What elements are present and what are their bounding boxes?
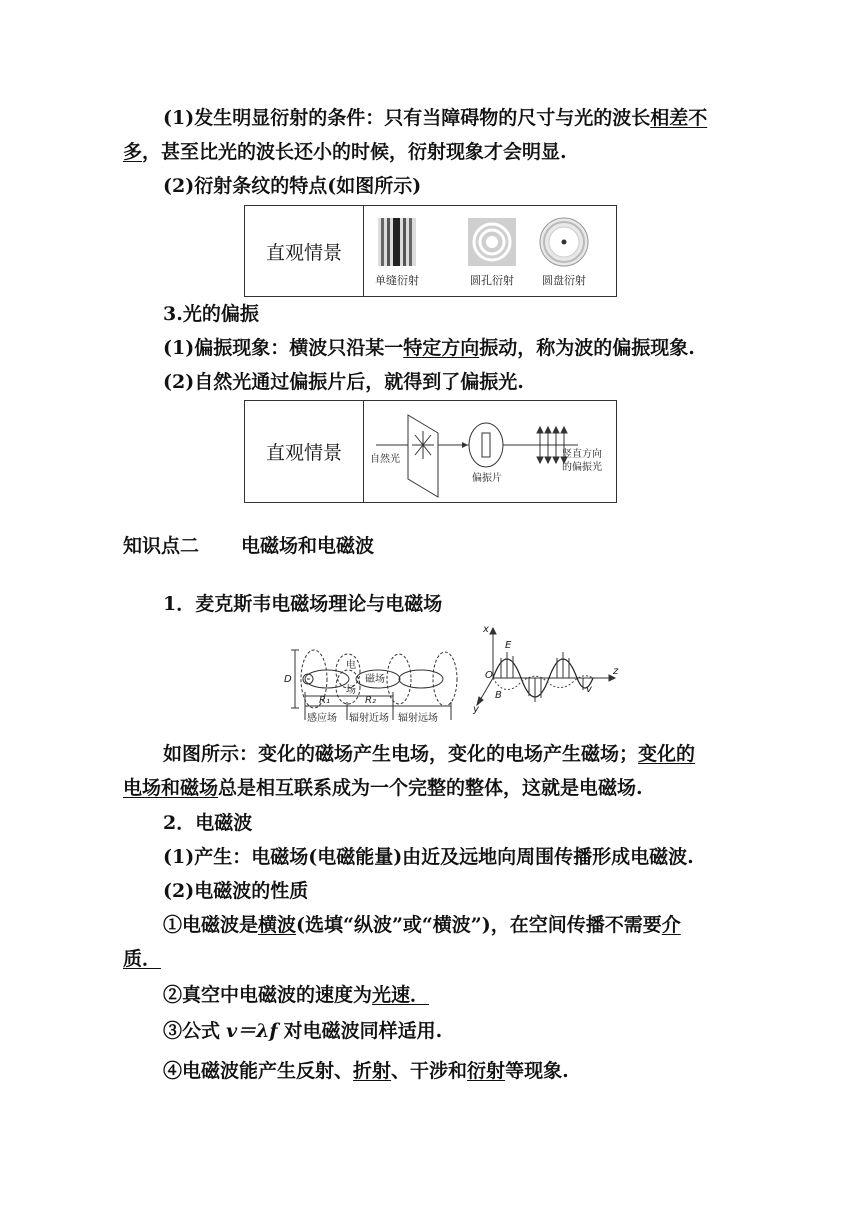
axis-y-label: y <box>473 704 479 715</box>
label-magnetic: 磁场 <box>365 674 385 685</box>
property-3 <box>163 1019 442 1043</box>
label-natural-light: 自然光 <box>370 454 400 465</box>
property-1 <box>163 913 681 937</box>
diffraction-figure-box <box>244 205 617 297</box>
subsection-em-wave: 2．电磁波 <box>163 812 253 834</box>
text: (选填“纵波”或“横波”)，在空间传播不需要 <box>296 914 662 936</box>
kp-name: 电磁场和电磁波 <box>241 535 375 557</box>
answer-underlined: 相差不 <box>650 107 708 129</box>
text: (1)偏振现象：横波只沿某一 <box>163 337 404 359</box>
answer-underlined: 特定方向 <box>403 337 480 359</box>
text: (1)发生明显衍射的条件：只有当障碍物的尺寸与光的波长 <box>163 107 651 129</box>
box-label: 直观情景 <box>245 206 364 296</box>
circular-hole-pattern <box>468 218 516 266</box>
answer-underlined: 质． <box>123 948 162 970</box>
answer-underlined: 变化的 <box>638 743 696 765</box>
answer-underlined: 横波 <box>258 914 297 936</box>
label-B: B <box>495 690 502 701</box>
knowledge-point-title <box>123 534 374 558</box>
label-D: D <box>284 674 292 685</box>
label-induction-field: 感应场 <box>307 713 337 724</box>
single-slit-pattern <box>378 218 416 266</box>
label-electric-1: 电 <box>346 660 356 671</box>
label-polarized-light: 的偏振光 <box>562 462 602 473</box>
text: 等现象. <box>505 1060 569 1082</box>
label-polarizer: 偏振片 <box>472 473 502 484</box>
property-1-cont <box>123 947 161 971</box>
paragraph-em-field-cont <box>123 776 643 800</box>
text: ②真空中电磁波的速度为 <box>163 984 373 1006</box>
answer-underlined: 电场和磁场 <box>123 777 219 799</box>
label-E: E <box>505 640 512 651</box>
answer-underlined: 介 <box>661 914 681 936</box>
paragraph-properties: (2)电磁波的性质 <box>163 880 309 902</box>
text: ③公式 <box>163 1020 221 1042</box>
text: 对电磁波同样适用. <box>283 1020 443 1042</box>
label-near-field: 辐射近场 <box>349 713 389 724</box>
property-2 <box>163 983 429 1007</box>
text: 、干涉和 <box>391 1060 468 1082</box>
text: ①电磁波是 <box>163 914 259 936</box>
answer-underlined: 光速． <box>372 984 430 1006</box>
formula: v＝λf <box>226 1020 278 1042</box>
caption-single-slit: 单缝衍射 <box>375 274 419 287</box>
caption-disc: 圆盘衍射 <box>542 274 586 287</box>
paragraph-diffraction-condition <box>163 106 707 130</box>
paragraph-em-field <box>163 742 695 766</box>
polarization-figure-box <box>244 400 617 503</box>
subsection-maxwell: 1．麦克斯韦电磁场理论与电磁场 <box>163 593 443 615</box>
label-electric-2: 场 <box>346 685 356 696</box>
text: 如图所示：变化的磁场产生电场，变化的电场产生磁场； <box>163 743 639 765</box>
label-far-field: 辐射远场 <box>398 713 438 724</box>
answer-underlined: 多 <box>123 141 143 163</box>
field-regions-diagram <box>291 650 457 720</box>
answer-underlined: 衍射 <box>467 1060 506 1082</box>
text: 振动，称为波的偏振现象. <box>479 337 695 359</box>
section-title-polarization: 3.光的偏振 <box>163 303 259 325</box>
polarization-diagram <box>364 401 616 502</box>
paragraph-fringe-features: (2)衍射条纹的特点(如图所示) <box>163 175 422 197</box>
text: 总是相互联系成为一个完整的整体，这就是电磁场. <box>218 777 643 799</box>
label-vertical-direction: 竖直方向 <box>562 449 602 460</box>
paragraph-generation: (1)产生：电磁场(电磁能量)由近及远地向周围传播形成电磁波. <box>163 846 694 868</box>
answer-underlined: 折射 <box>353 1060 392 1082</box>
label-R2: R₂ <box>365 695 376 706</box>
text: ，甚至比光的波长还小的时候，衍射现象才会明显. <box>142 141 567 163</box>
label-v: v <box>586 684 592 695</box>
label-R1: R₁ <box>319 695 330 706</box>
axis-x-label: x <box>483 624 489 635</box>
diffraction-patterns <box>364 206 616 296</box>
disc-pattern <box>540 218 588 266</box>
label-origin: O <box>485 670 493 681</box>
axis-z-label: z <box>613 666 619 677</box>
natural-light-arrows <box>412 431 434 459</box>
property-4 <box>163 1059 569 1083</box>
caption-circular-hole: 圆孔衍射 <box>470 274 514 287</box>
paragraph-polarized-light: (2)自然光通过偏振片后，就得到了偏振光. <box>163 371 524 393</box>
box-label: 直观情景 <box>245 401 364 502</box>
electromagnetic-figure <box>283 622 623 732</box>
kp-number: 知识点二 <box>123 535 200 557</box>
text: ④电磁波能产生反射、 <box>163 1060 354 1082</box>
paragraph-polarization <box>163 336 695 360</box>
paragraph-diffraction-condition-cont <box>123 140 567 164</box>
